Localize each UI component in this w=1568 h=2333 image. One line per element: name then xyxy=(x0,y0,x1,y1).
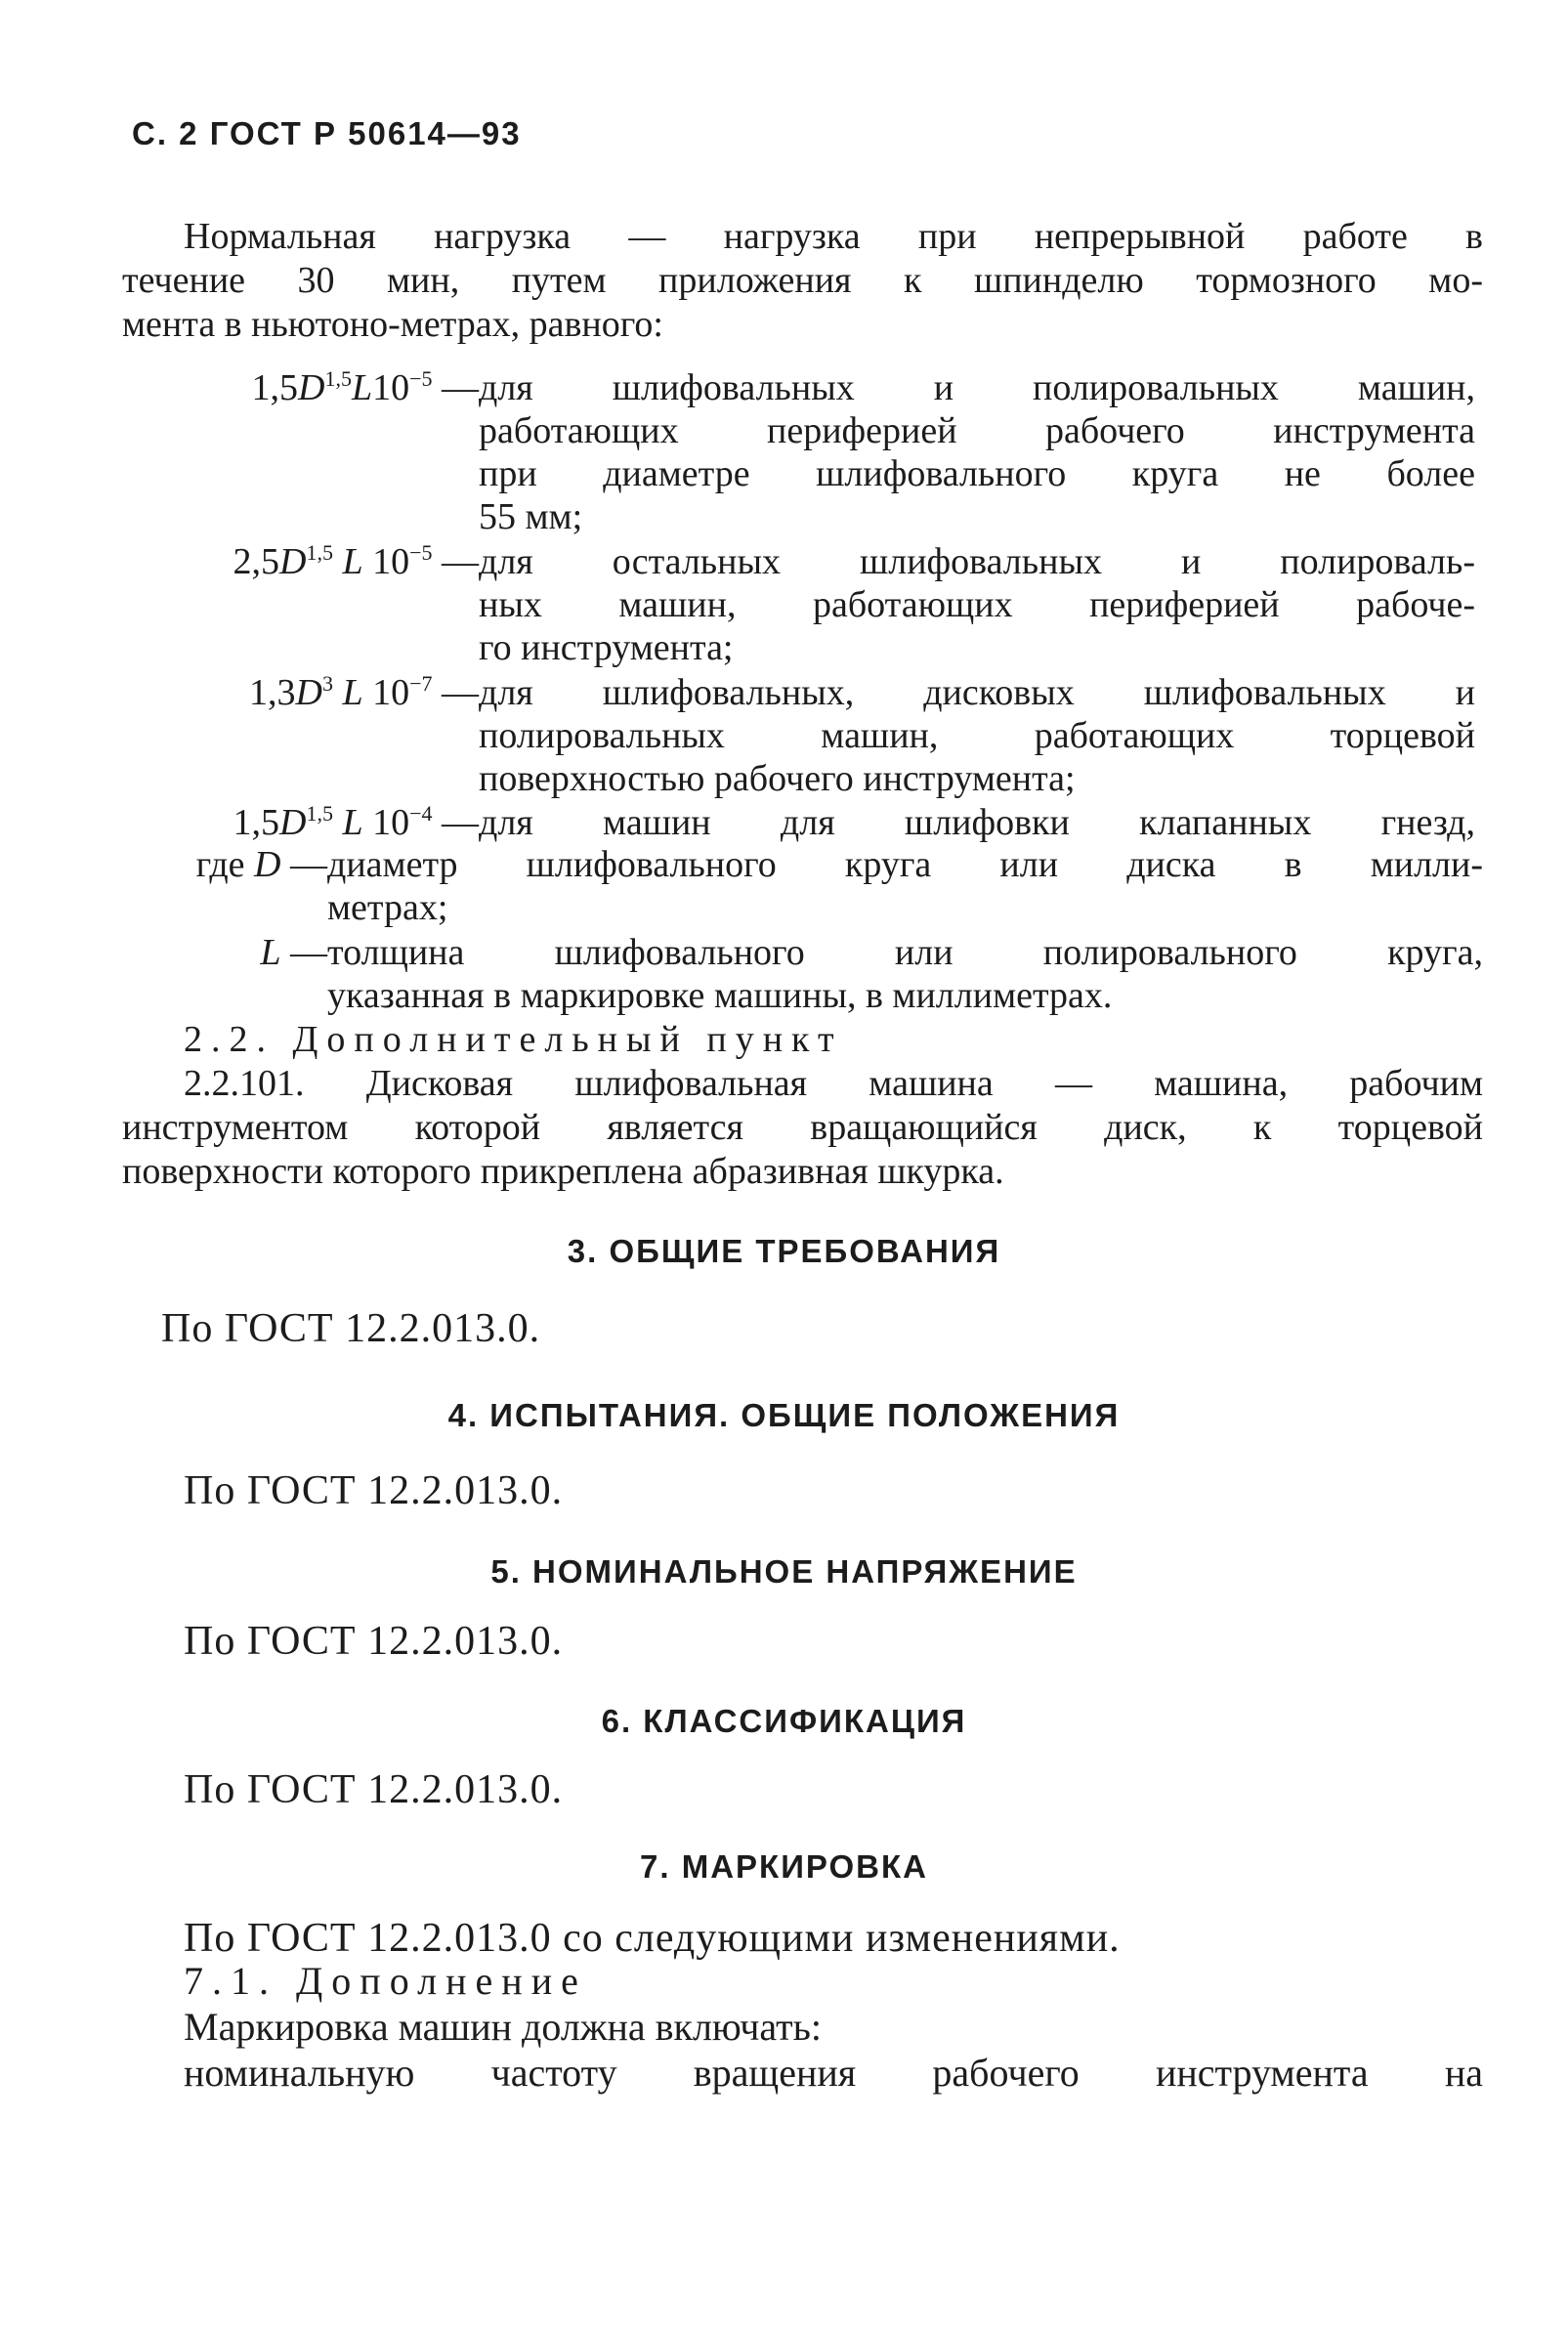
marking-intro: Маркировка машин должна включать: xyxy=(184,2005,822,2049)
formula-row-4 xyxy=(0,801,1475,844)
section-title-5: 5. НОМИНАЛЬНОЕ НАПРЯЖЕНИЕ xyxy=(490,1553,1078,1590)
formula-expression: $1,5D^{1,5}$ L $10^{-4}$ — xyxy=(233,801,479,843)
page-header: С. 2 ГОСТ Р 50614—93 xyxy=(132,115,522,151)
intro-line-2: течение 30 мин, путем приложения к шпинделю тормозного мо- xyxy=(122,260,1483,301)
formula-row-3 xyxy=(0,671,1475,800)
item-2-2-101-line-1: 2.2.101. Дисковая шлифовальная машина — машина, рабочим xyxy=(184,1063,1483,1104)
section-ref-4: По ГОСТ 12.2.013.0. xyxy=(184,1468,564,1513)
section-title-7: 7. МАРКИРОВКА xyxy=(640,1848,928,1885)
formula-description: для остальных шлифовальных и полироваль- ных машин, работающих периферией рабоче- го инструмента; xyxy=(479,541,1475,668)
section-ref-5: По ГОСТ 12.2.013.0. xyxy=(184,1619,564,1664)
item-2-2-101-line-3: поверхности которого прикреплена абразивная шкурка. xyxy=(122,1151,1004,1192)
section-title-3: 3. ОБЩИЕ ТРЕБОВАНИЯ xyxy=(567,1233,1001,1269)
where-l-description: толщина шлифовального или полировального круга, указанная в маркировке машины, в миллиметрах. xyxy=(327,932,1483,1016)
section-title-6: 6. КЛАССИФИКАЦИЯ xyxy=(601,1703,967,1739)
item-7-1: 7.1. Дополнение xyxy=(184,1959,587,2003)
item-2-2-101-line-2: инструментом которой является вращающийся диск, к торцевой xyxy=(122,1107,1483,1148)
intro-line-3: мента в ньютоно-метрах, равного: xyxy=(122,304,663,345)
formula-description: для шлифовальных и полировальных машин, работающих периферией рабочего инструмента при диаметре шлифовального круга не более 55 мм; xyxy=(479,367,1475,537)
formula-description: для шлифовальных, дисковых шлифовальных и полировальных машин, работающих торцевой поверхностью рабочего инструмента; xyxy=(479,672,1475,799)
intro-line-1: Нормальная нагрузка — нагрузка при непрерывной работе в xyxy=(184,216,1483,257)
marking-last-line: номинальную частоту вращения рабочего инструмента на xyxy=(184,2051,1483,2095)
where-l-label: L — xyxy=(260,932,327,973)
where-d-label: где D — xyxy=(195,844,327,885)
section-ref-7: По ГОСТ 12.2.013.0 со следующими изменениями. xyxy=(184,1916,1121,1961)
section-ref-3: По ГОСТ 12.2.013.0. xyxy=(161,1306,541,1351)
formula-expression: $1,3D^3$ L $10^{-7}$ — xyxy=(248,671,479,713)
where-d-description: диаметр шлифовального круга или диска в милли- метрах; xyxy=(327,844,1483,928)
formula-row-1 xyxy=(0,366,1475,538)
formula-row-2 xyxy=(0,540,1475,669)
formula-expression: $1,5D^{1,5}L10^{-5}$ — xyxy=(251,366,479,408)
where-d-row xyxy=(147,843,1483,929)
formula-expression: $2,5D^{1,5}$ L $10^{-5}$ — xyxy=(233,540,479,582)
section-ref-6: По ГОСТ 12.2.013.0. xyxy=(184,1767,564,1812)
formula-description: для машин для шлифовки клапанных гнезд, xyxy=(479,802,1475,843)
where-l-row xyxy=(147,931,1483,1017)
item-2-2: 2.2. Дополнительный пункт xyxy=(184,1019,843,1060)
section-title-4: 4. ИСПЫТАНИЯ. ОБЩИЕ ПОЛОЖЕНИЯ xyxy=(447,1397,1121,1433)
